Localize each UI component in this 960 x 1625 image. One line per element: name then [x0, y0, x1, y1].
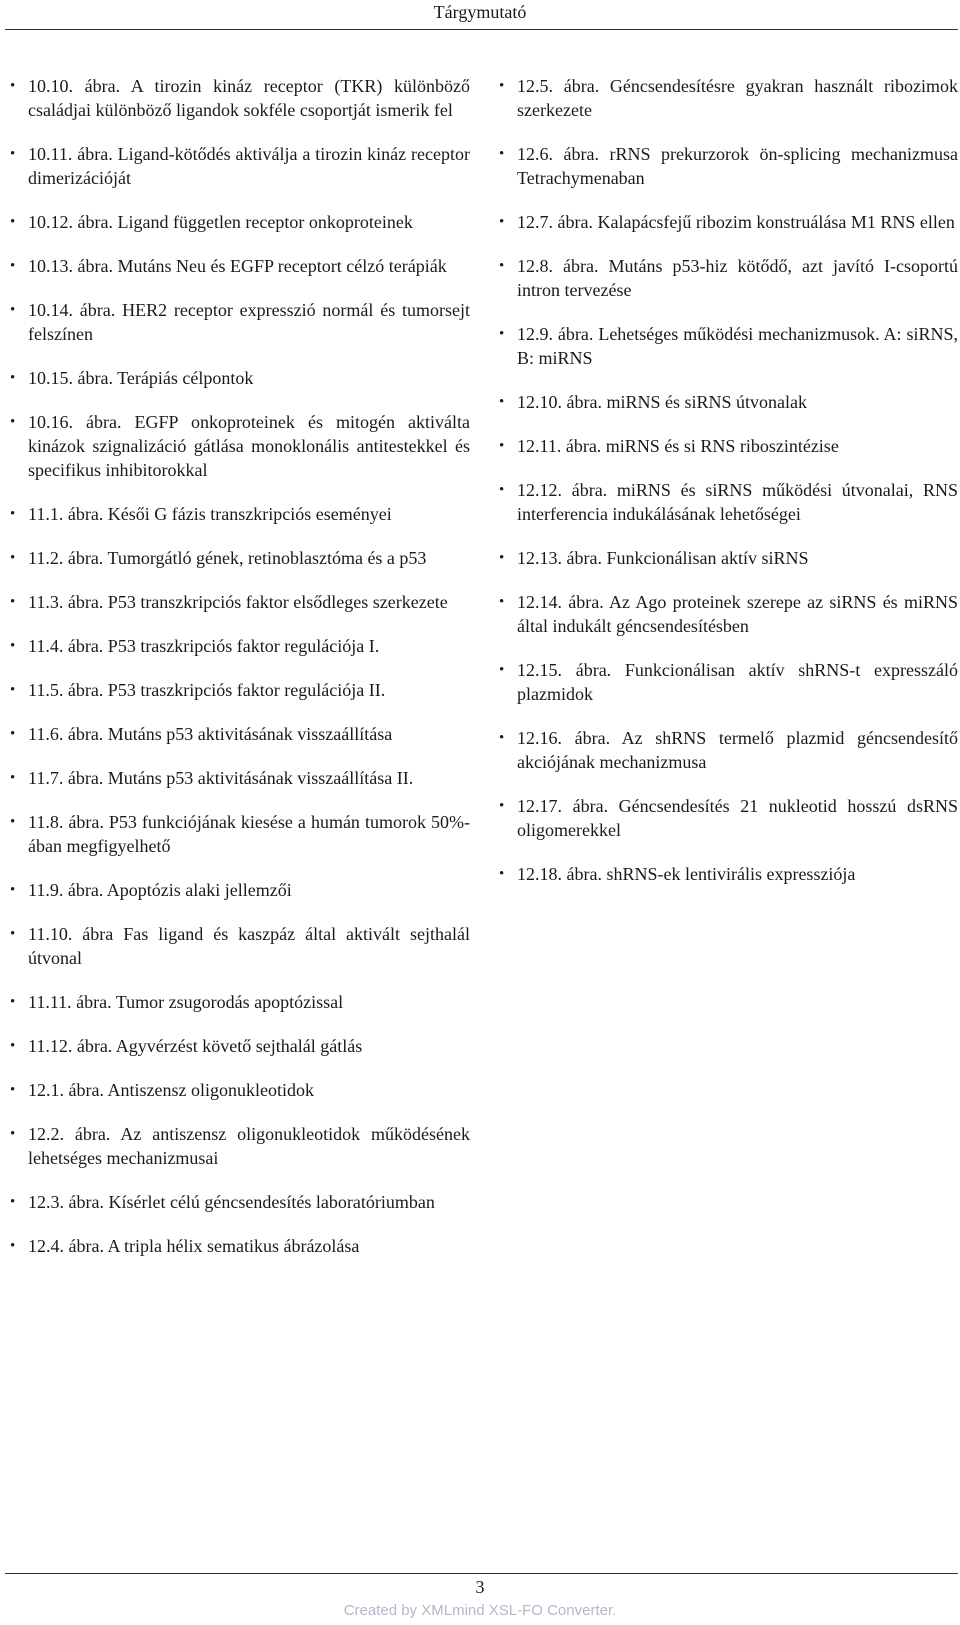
index-entry: • 12.14. ábra. Az Ago proteinek szerepe az siRNS és miRNS által indukált géncsendesítésben [497, 590, 958, 638]
index-entry: • 12.9. ábra. Lehetséges működési mechanizmusok. A: siRNS, B: miRNS [497, 322, 958, 370]
index-entry: • 10.14. ábra. HER2 receptor expresszió normál és tumorsejt felszínen [8, 298, 470, 346]
index-entry: • 12.12. ábra. miRNS és siRNS működési útvonalai, RNS interferencia indukálásának lehetőségei [497, 478, 958, 526]
page-footer [0, 1570, 960, 1625]
index-entry: • 10.13. ábra. Mutáns Neu és EGFP receptort célzó terápiák [8, 254, 470, 278]
index-entry: • 12.18. ábra. shRNS-ek lentivirális expressziója [497, 862, 958, 886]
index-entry: • 11.12. ábra. Agyvérzést követő sejthalál gátlás [8, 1034, 470, 1058]
index-entry: • 11.7. ábra. Mutáns p53 aktivitásának visszaállítása II. [8, 766, 470, 790]
index-entry: • 12.8. ábra. Mutáns p53-hiz kötődő, azt javító I-csoportú intron tervezése [497, 254, 958, 302]
index-entry: • 12.6. ábra. rRNS prekurzorok ön-splicing mechanizmusa Tetrachymenaban [497, 142, 958, 190]
index-entry: • 12.16. ábra. Az shRNS termelő plazmid géncsendesítő akciójának mechanizmusa [497, 726, 958, 774]
index-entry: • 11.11. ábra. Tumor zsugorodás apoptózissal [8, 990, 470, 1014]
index-entry: • 12.7. ábra. Kalapácsfejű ribozim konstruálása M1 RNS ellen [497, 210, 958, 234]
index-entry: • 11.9. ábra. Apoptózis alaki jellemzői [8, 878, 470, 902]
index-entry: • 11.3. ábra. P53 transzkripciós faktor elsődleges szerkezete [8, 590, 470, 614]
index-entry: • 11.5. ábra. P53 traszkripciós faktor regulációja II. [8, 678, 470, 702]
index-entry: • 10.11. ábra. Ligand-kötődés aktiválja a tirozin kináz receptor dimerizációját [8, 142, 470, 190]
index-entry: • 10.15. ábra. Terápiás célpontok [8, 366, 470, 390]
index-entry: • 10.10. ábra. A tirozin kináz receptor (TKR) különböző családjai különböző ligandok sokféle csoportját ismerik fel [8, 74, 470, 122]
index-entry: • 11.10. ábra Fas ligand és kaszpáz által aktivált sejthalál útvonal [8, 922, 470, 970]
page-title: Tárgymutató [433, 2, 527, 22]
index-entry: • 11.2. ábra. Tumorgátló gének, retinoblasztóma és a p53 [8, 546, 470, 570]
index-entry: • 10.16. ábra. EGFP onkoproteinek és mitogén aktiválta kinázok szignalizáció gátlása monoklonális antitestekkel és specifikus inhibitorokkal [8, 410, 470, 482]
index-entry: • 12.13. ábra. Funkcionálisan aktív siRNS [497, 546, 958, 570]
index-entry: • 11.6. ábra. Mutáns p53 aktivitásának visszaállítása [8, 722, 470, 746]
footer-divider [5, 1573, 958, 1574]
index-column-right [497, 74, 958, 906]
index-entry: • 12.3. ábra. Kísérlet célú géncsendesítés laboratóriumban [8, 1190, 470, 1214]
index-entry: • 12.15. ábra. Funkcionálisan aktív shRNS-t expresszáló plazmidok [497, 658, 958, 706]
index-entry: • 12.5. ábra. Géncsendesítésre gyakran használt ribozimok szerkezete [497, 74, 958, 122]
index-entry: • 10.12. ábra. Ligand független receptor onkoproteinek [8, 210, 470, 234]
index-entry: • 11.8. ábra. P53 funkciójának kiesése a humán tumorok 50%-ában megfigyelhető [8, 810, 470, 858]
index-entry: • 12.2. ábra. Az antiszensz oligonukleotidok működésének lehetséges mechanizmusai [8, 1122, 470, 1170]
index-entry: • 11.1. ábra. Késői G fázis transzkripciós eseményei [8, 502, 470, 526]
header-divider [5, 29, 958, 30]
index-entry: • 12.11. ábra. miRNS és si RNS riboszintézise [497, 434, 958, 458]
converter-credit: Created by XMLmind XSL-FO Converter. [343, 1602, 617, 1619]
index-entry: • 12.17. ábra. Géncsendesítés 21 nukleotid hosszú dsRNS oligomerekkel [497, 794, 958, 842]
index-entry: • 11.4. ábra. P53 traszkripciós faktor regulációja I. [8, 634, 470, 658]
index-entry: • 12.1. ábra. Antiszensz oligonukleotidok [8, 1078, 470, 1102]
index-column-left [8, 74, 470, 1278]
index-entry: • 12.4. ábra. A tripla hélix sematikus ábrázolása [8, 1234, 470, 1258]
page-header [0, 0, 960, 30]
index-entry: • 12.10. ábra. miRNS és siRNS útvonalak [497, 390, 958, 414]
page-number: 3 [475, 1577, 485, 1597]
